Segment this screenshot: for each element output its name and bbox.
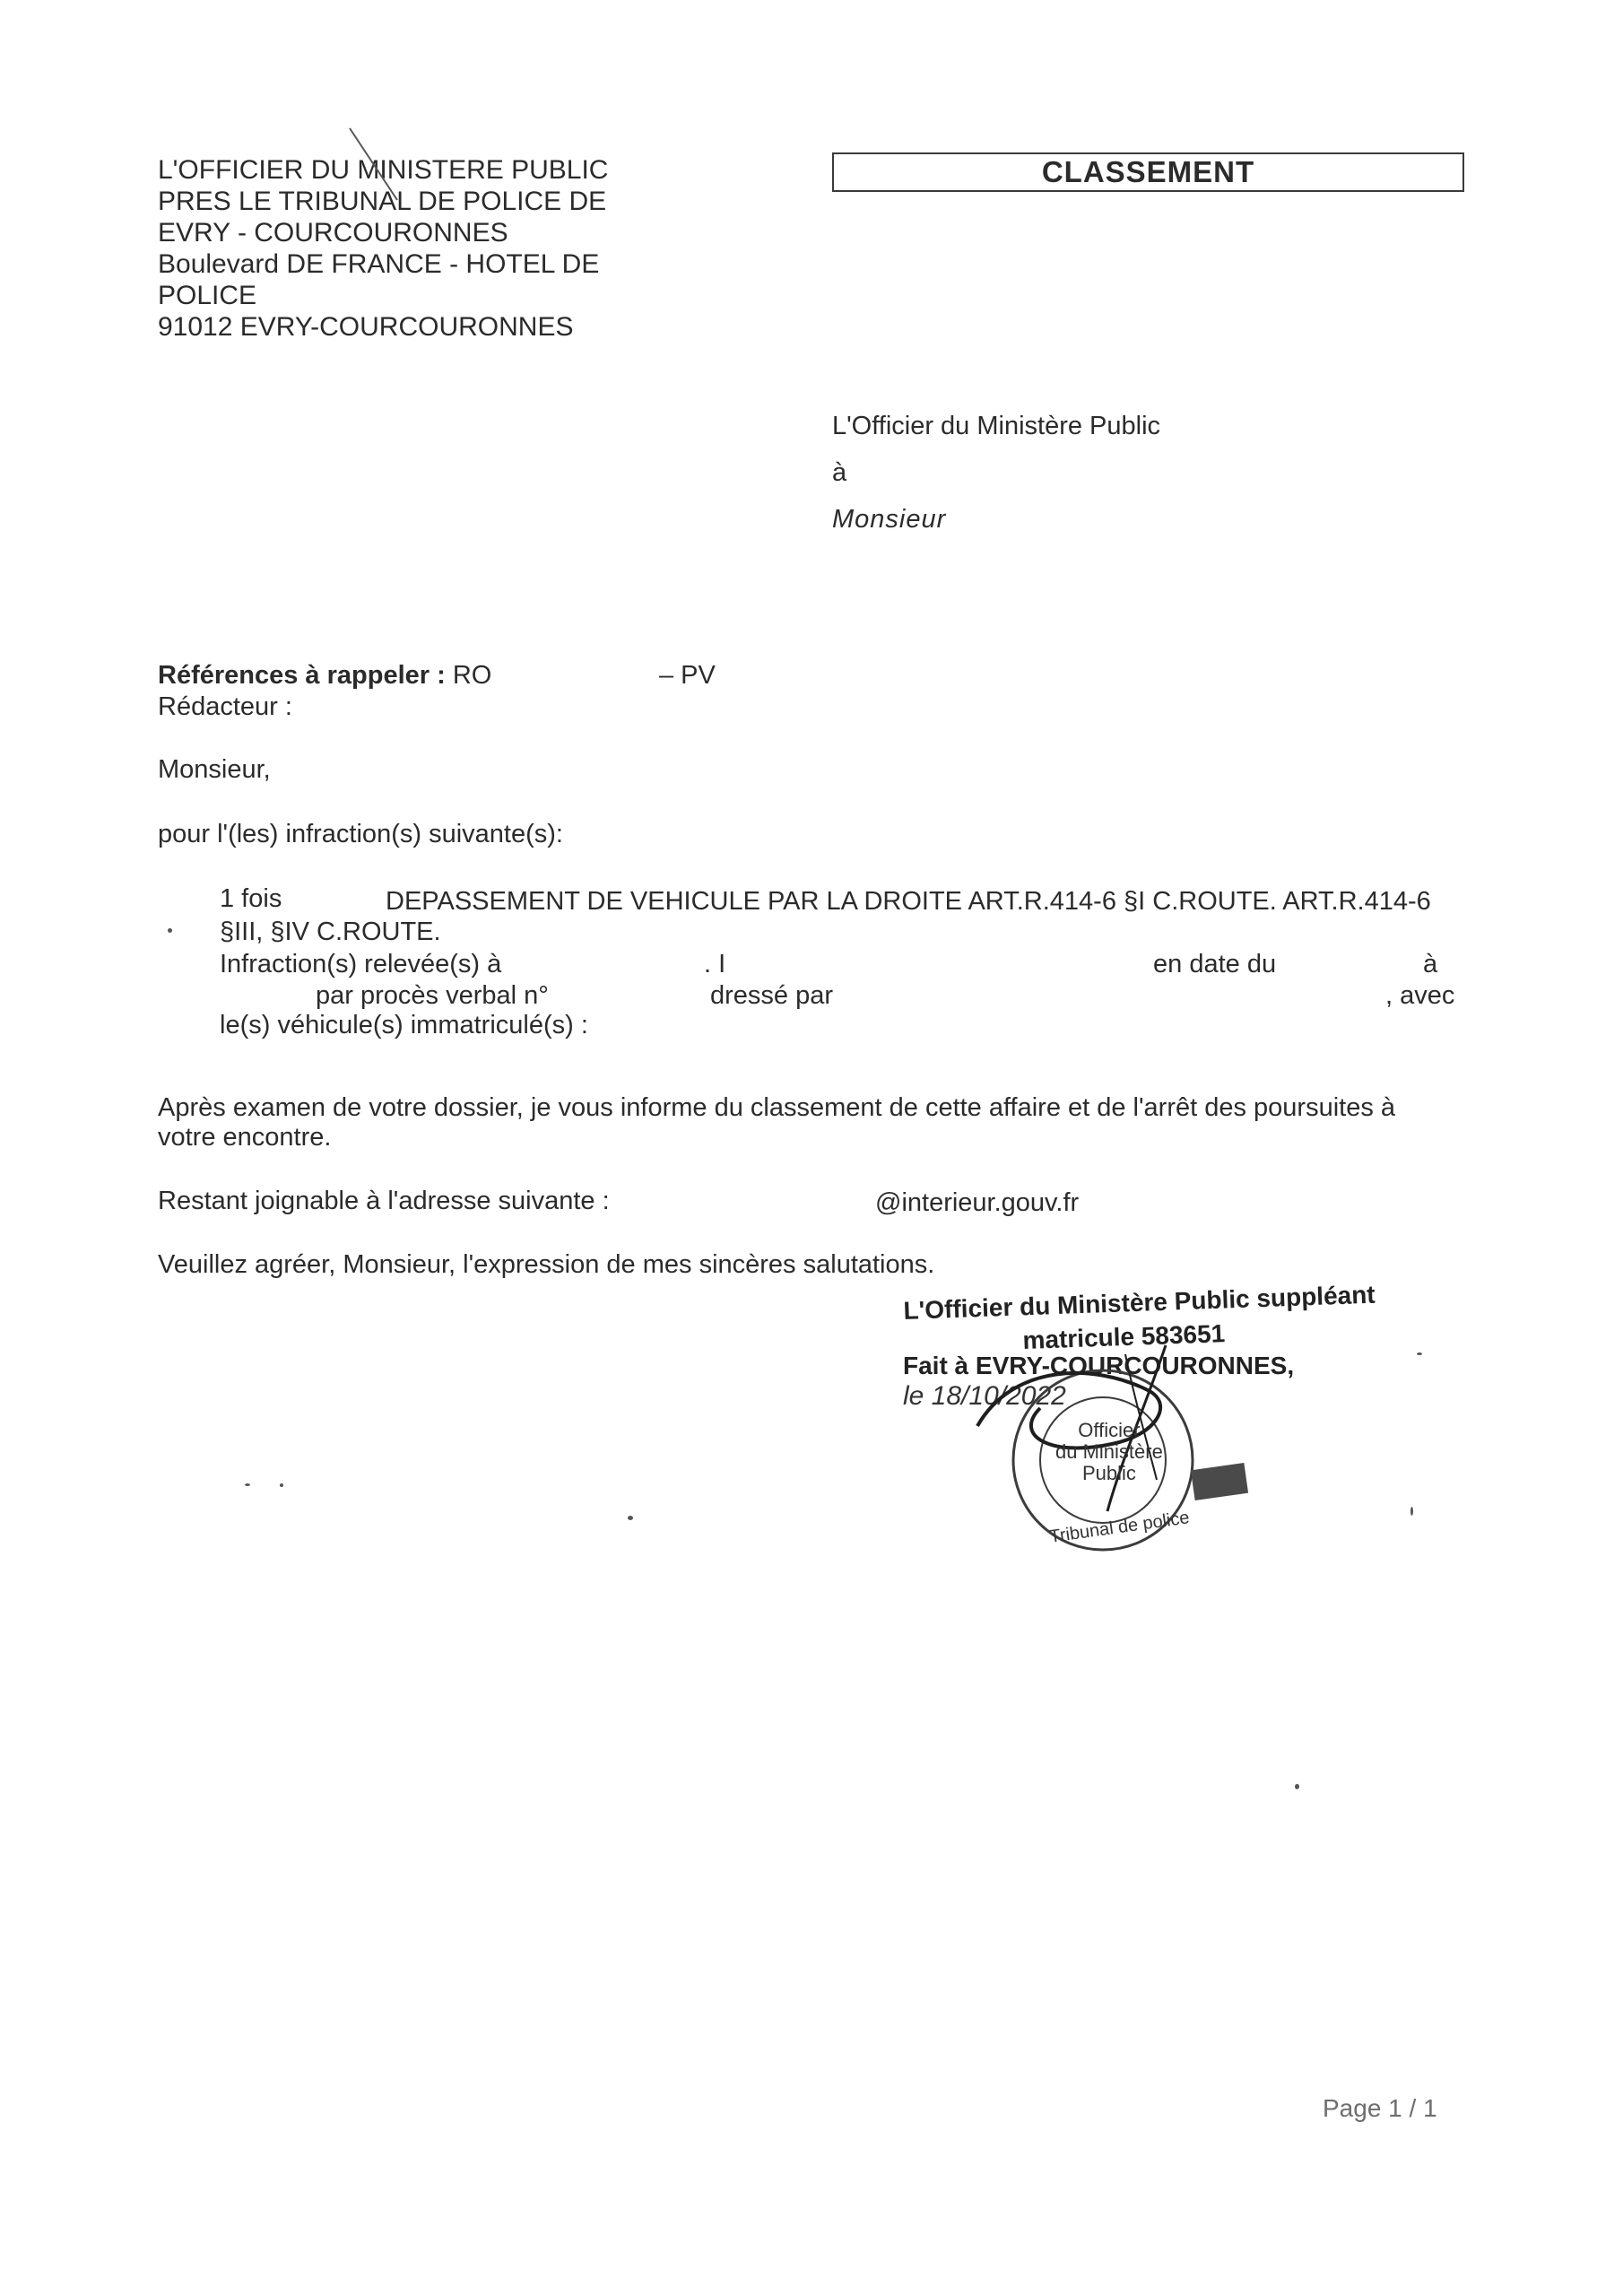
page-number: Page 1 / 1	[1323, 2094, 1437, 2122]
sender-line: PRES LE TRIBUNAL DE POLICE DE	[158, 187, 607, 216]
scan-speck	[280, 1483, 283, 1487]
vehicules-label: le(s) véhicule(s) immatriculé(s) :	[220, 1011, 588, 1039]
document-type-title: CLASSEMENT	[832, 152, 1464, 192]
scan-speck	[628, 1516, 633, 1520]
references-pv: – PV	[659, 661, 716, 690]
avec-word: , avec	[1385, 981, 1455, 1010]
bullet-mark	[168, 928, 172, 933]
recipient-name: Monsieur	[832, 505, 947, 534]
contact-email: @interieur.gouv.fr	[875, 1188, 1080, 1217]
offense-line-1: DEPASSEMENT DE VEHICULE PAR LA DROITE ART.R.414-6 §I C.ROUTE. ART.R.414-6	[386, 887, 1431, 916]
sender-line: POLICE	[158, 281, 257, 310]
dresse-par-label: dressé par	[710, 981, 834, 1010]
decision-line-2: votre encontre.	[158, 1123, 332, 1152]
scan-speck	[1295, 1784, 1299, 1789]
closing-line: Veuillez agréer, Monsieur, l'expression de mes sincères salutations.	[158, 1250, 935, 1279]
infraction-relevee-mark: . I	[704, 950, 726, 978]
en-date-label: en date du	[1153, 950, 1277, 978]
stamp-center-text	[1055, 1420, 1163, 1484]
pen-mark	[345, 124, 408, 209]
stamp-ring-text: Tribunal de police	[1048, 1508, 1191, 1547]
salutation: Monsieur,	[158, 755, 271, 784]
offense-count: 1 fois	[220, 884, 282, 913]
pv-number-label: par procès verbal n°	[316, 981, 549, 1010]
sender-line: EVRY - COURCOURONNES	[158, 218, 508, 248]
scan-speck	[1410, 1507, 1413, 1516]
infractions-intro: pour l'(les) infraction(s) suivante(s):	[158, 820, 563, 848]
recipient-to-word: à	[832, 458, 847, 487]
decision-line-1: Après examen de votre dossier, je vous informe du classement de cette affaire et de l'arrêt des poursuites à	[158, 1093, 1396, 1122]
sender-line: L'OFFICIER DU MINISTERE PUBLIC	[158, 155, 609, 185]
scan-speck	[1417, 1352, 1422, 1355]
signature-place: Fait à EVRY-COURCOURONNES,	[903, 1352, 1295, 1379]
infraction-relevee-label: Infraction(s) relevée(s) à	[220, 950, 502, 978]
signature-title: L'Officier du Ministère Public suppléant	[903, 1280, 1376, 1325]
stamp-line: Public	[1081, 1462, 1136, 1484]
scan-speck	[245, 1483, 250, 1486]
a-word: à	[1423, 950, 1438, 978]
stamp-line: du Ministère	[1055, 1440, 1163, 1463]
references-line	[158, 660, 491, 691]
signature-matricule: matricule 583651	[1022, 1319, 1226, 1354]
sender-line: 91012 EVRY-COURCOURONNES	[158, 312, 574, 342]
contact-label: Restant joignable à l'adresse suivante :	[158, 1187, 610, 1215]
references-label: Références à rappeler :	[158, 661, 446, 690]
redacteur-label: Rédacteur :	[158, 692, 292, 721]
recipient-from: L'Officier du Ministère Public	[832, 412, 1161, 440]
stamp-line: Officier	[1078, 1419, 1141, 1441]
offense-line-2: §III, §IV C.ROUTE.	[220, 918, 441, 946]
references-ro: RO	[452, 661, 492, 690]
signature-date: le 18/10/2022	[903, 1381, 1066, 1411]
sender-line: Boulevard DE FRANCE - HOTEL DE	[158, 249, 600, 279]
